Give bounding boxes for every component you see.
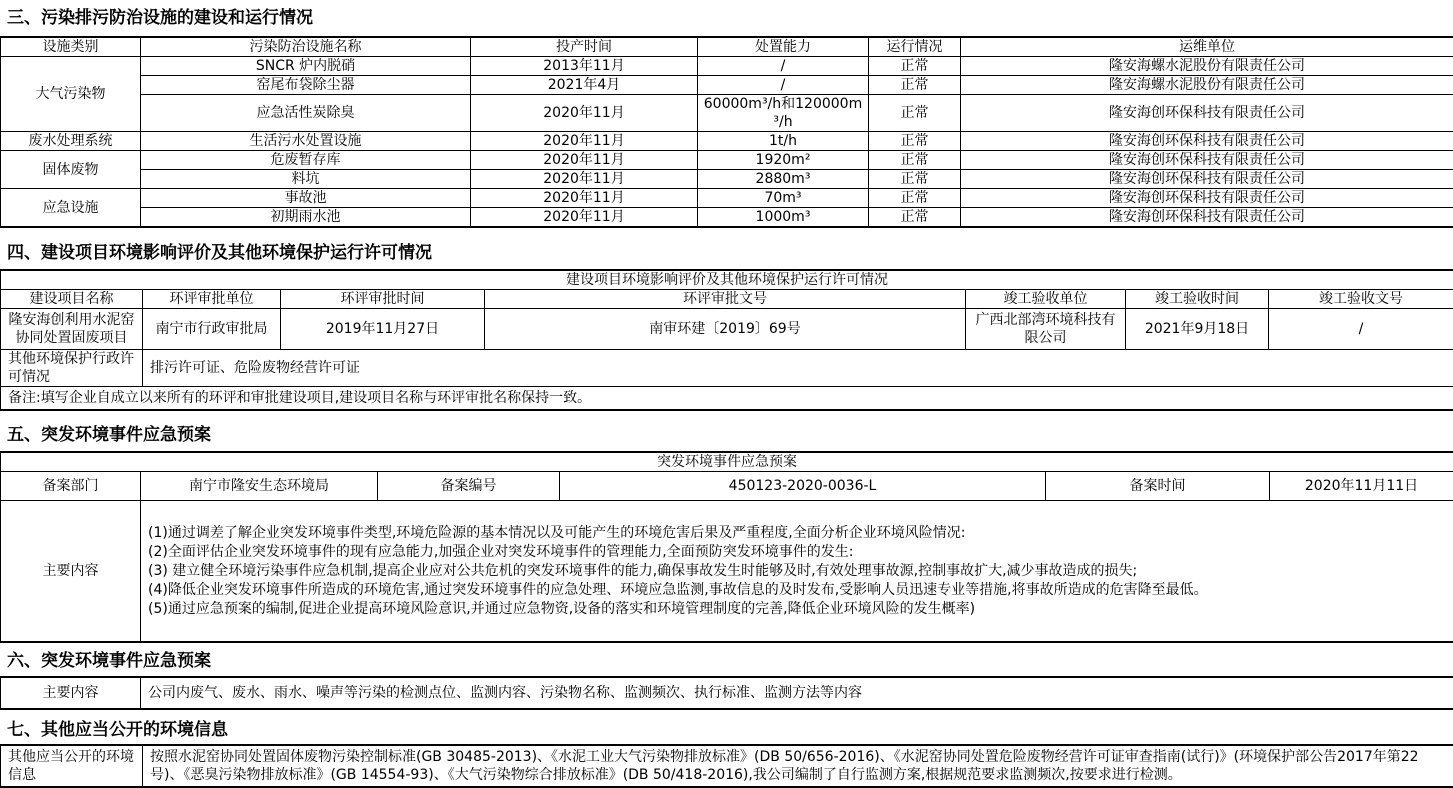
col-header-approval-time: 环评审批时间 [281, 290, 485, 309]
other-public-info-row [1, 745, 1453, 787]
filing-record-row [1, 472, 1453, 501]
facility-category-cell: 大气污染物 [1, 57, 141, 132]
status-cell: 正常 [869, 208, 961, 228]
capacity-cell: 1920m² [698, 151, 869, 170]
col-header-acceptance-unit: 竣工验收单位 [966, 290, 1126, 309]
other-public-info-value: 按照水泥窑协同处置固体废物污染控制标准(GB 30485-2013)、《水泥工业大气污染物排放标准》(DB 50/656-2016)、《水泥窑协同处置危险废物经营许可证审查指南(试行)》(环境保护部公告2017年第22号)、《恶臭污染物排放标准》(GB 14554-93)、《大气污染物综合排放标准》(DB 50/418-2016),我公司编制了自行监测方案,根据规范要求监测频次,按要求进行检测。 [143, 745, 1453, 787]
col-header-operator: 运维单位 [961, 37, 1453, 57]
section5-title: 五、突发环境事件应急预案 [0, 425, 1453, 445]
operator-cell: 隆安海创环保科技有限责任公司 [961, 132, 1453, 151]
acceptance-no-cell: / [1269, 309, 1453, 350]
capacity-cell: 2880m³ [698, 170, 869, 189]
col-header-project-name: 建设项目名称 [1, 290, 143, 309]
facility-name-cell: 生活污水处置设施 [141, 132, 471, 151]
other-public-info-table [0, 744, 1453, 788]
capacity-cell: 1t/h [698, 132, 869, 151]
other-permits-label: 其他环境保护行政许可情况 [1, 350, 143, 387]
table-row [1, 208, 1453, 228]
start-date-cell: 2013年11月 [471, 57, 698, 76]
capacity-cell: / [698, 57, 869, 76]
status-cell: 正常 [869, 76, 961, 95]
col-header-facility-category: 设施类别 [1, 37, 141, 57]
table-row [1, 309, 1453, 350]
eia-table-subtitle-row [1, 270, 1453, 290]
operator-cell: 隆安海创环保科技有限责任公司 [961, 170, 1453, 189]
status-cell: 正常 [869, 132, 961, 151]
status-cell: 正常 [869, 170, 961, 189]
col-header-facility-name: 污染防治设施名称 [141, 37, 471, 57]
filing-no-value: 450123-2020-0036-L [560, 472, 1046, 501]
facility-category-cell: 应急设施 [1, 189, 141, 228]
operator-cell: 隆安海创环保科技有限责任公司 [961, 151, 1453, 170]
emergency-plan-table [0, 451, 1453, 643]
acceptance-unit-cell: 广西北部湾环境科技有限公司 [966, 309, 1126, 350]
facility-name-cell: SNCR 炉内脱硝 [141, 57, 471, 76]
start-date-cell: 2020年11月 [471, 95, 698, 132]
eia-permits-table [0, 269, 1453, 411]
operator-cell: 隆安海创环保科技有限责任公司 [961, 189, 1453, 208]
filing-dept-label: 备案部门 [1, 472, 141, 501]
start-date-cell: 2020年11月 [471, 208, 698, 228]
filing-no-label: 备案编号 [378, 472, 560, 501]
other-public-info-label: 其他应当公开的环境信息 [1, 745, 143, 787]
main-content-text [148, 524, 1449, 619]
operator-cell: 隆安海螺水泥股份有限责任公司 [961, 76, 1453, 95]
capacity-cell: 60000m³/h和120000m³/h [698, 95, 869, 132]
eia-header-row [1, 290, 1453, 309]
main-content-label: 主要内容 [1, 501, 141, 643]
table-row [1, 189, 1453, 208]
facility-name-cell: 应急活性炭除臭 [141, 95, 471, 132]
status-cell: 正常 [869, 95, 961, 132]
monitoring-content-label: 主要内容 [1, 677, 141, 709]
start-date-cell: 2021年4月 [471, 76, 698, 95]
monitoring-content-row [1, 677, 1453, 709]
col-header-acceptance-time: 竣工验收时间 [1126, 290, 1269, 309]
status-cell: 正常 [869, 57, 961, 76]
content-line: (4)降低企业突发环境事件所造成的环境危害,通过突发环境事件的应急处理、环境应急监测,事故信息的及时发布,受影响人员迅速专业等措施,将事故所造成的危害降至最低。 [148, 581, 1449, 600]
col-header-approval-no: 环评审批文号 [485, 290, 966, 309]
section4-title: 四、建设项目环境影响评价及其他环境保护运行许可情况 [0, 243, 1453, 263]
section6-title: 六、突发环境事件应急预案 [0, 651, 1453, 671]
col-header-status: 运行情况 [869, 37, 961, 57]
facilities-header-row [1, 37, 1453, 57]
approval-unit-cell: 南宁市行政审批局 [143, 309, 281, 350]
start-date-cell: 2020年11月 [471, 132, 698, 151]
content-line: (1)通过调差了解企业突发环境事件类型,环境危险源的基本情况以及可能产生的环境危害后果及严重程度,全面分析企业环境风险情况: [148, 524, 1449, 543]
facility-name-cell: 窑尾布袋除尘器 [141, 76, 471, 95]
acceptance-time-cell: 2021年9月18日 [1126, 309, 1269, 350]
filing-dept-value: 南宁市隆安生态环境局 [141, 472, 378, 501]
table-row [1, 57, 1453, 76]
status-cell: 正常 [869, 151, 961, 170]
content-line: (5)通过应急预案的编制,促进企业提高环境风险意识,并通过应急物资,设备的落实和环境管理制度的完善,降低企业环境风险的发生概率) [148, 600, 1449, 619]
approval-no-cell: 南审环建〔2019〕69号 [485, 309, 966, 350]
other-permits-row [1, 350, 1453, 387]
monitoring-content-table [0, 676, 1453, 710]
start-date-cell: 2020年11月 [471, 170, 698, 189]
section7-title: 七、其他应当公开的环境信息 [0, 720, 1453, 740]
note-row [1, 387, 1453, 411]
project-name-cell: 隆安海创利用水泥窑协同处置固废项目 [1, 309, 143, 350]
section3-title: 三、污染排污防治设施的建设和运行情况 [0, 0, 1453, 28]
pollution-facilities-table [0, 36, 1453, 228]
facility-name-cell: 事故池 [141, 189, 471, 208]
operator-cell: 隆安海创环保科技有限责任公司 [961, 208, 1453, 228]
facility-category-cell: 废水处理系统 [1, 132, 141, 151]
filing-time-label: 备案时间 [1046, 472, 1270, 501]
col-header-capacity: 处置能力 [698, 37, 869, 57]
facility-category-cell: 固体废物 [1, 151, 141, 189]
table-row [1, 170, 1453, 189]
facility-name-cell: 料坑 [141, 170, 471, 189]
table-row [1, 151, 1453, 170]
facility-name-cell: 危废暂存库 [141, 151, 471, 170]
start-date-cell: 2020年11月 [471, 151, 698, 170]
content-line: (2)全面评估企业突发环境事件的现有应急能力,加强企业对突发环境事件的管理能力,全面预防突发环境事件的发生: [148, 543, 1449, 562]
eia-table-subtitle: 建设项目环境影响评价及其他环境保护运行许可情况 [1, 270, 1453, 290]
table-row [1, 95, 1453, 132]
table-row [1, 132, 1453, 151]
monitoring-content-value: 公司内废气、废水、雨水、噪声等污染的检测点位、监测内容、污染物名称、监测频次、执行标准、监测方法等内容 [141, 677, 1453, 709]
main-content-row [1, 501, 1453, 643]
status-cell: 正常 [869, 189, 961, 208]
emergency-plan-subtitle: 突发环境事件应急预案 [1, 452, 1453, 472]
facility-name-cell: 初期雨水池 [141, 208, 471, 228]
operator-cell: 隆安海螺水泥股份有限责任公司 [961, 57, 1453, 76]
capacity-cell: 70m³ [698, 189, 869, 208]
main-content-cell [141, 501, 1453, 643]
approval-time-cell: 2019年11月27日 [281, 309, 485, 350]
capacity-cell: / [698, 76, 869, 95]
emergency-plan-subtitle-row [1, 452, 1453, 472]
note-text: 备注:填写企业自成立以来所有的环评和审批建设项目,建设项目名称与环评审批名称保持一致。 [1, 387, 1453, 411]
col-header-acceptance-no: 竣工验收文号 [1269, 290, 1453, 309]
table-row [1, 76, 1453, 95]
content-line: (3) 建立健全环境污染事件应急机制,提高企业应对公共危机的突发环境事件的能力,确保事故发生时能够及时,有效处理事故源,控制事故扩大,减少事故造成的损失; [148, 562, 1449, 581]
capacity-cell: 1000m³ [698, 208, 869, 228]
col-header-start-date: 投产时间 [471, 37, 698, 57]
start-date-cell: 2020年11月 [471, 189, 698, 208]
other-permits-value: 排污许可证、危险废物经营许可证 [143, 350, 1453, 387]
operator-cell: 隆安海创环保科技有限责任公司 [961, 95, 1453, 132]
filing-time-value: 2020年11月11日 [1270, 472, 1453, 501]
col-header-approval-unit: 环评审批单位 [143, 290, 281, 309]
